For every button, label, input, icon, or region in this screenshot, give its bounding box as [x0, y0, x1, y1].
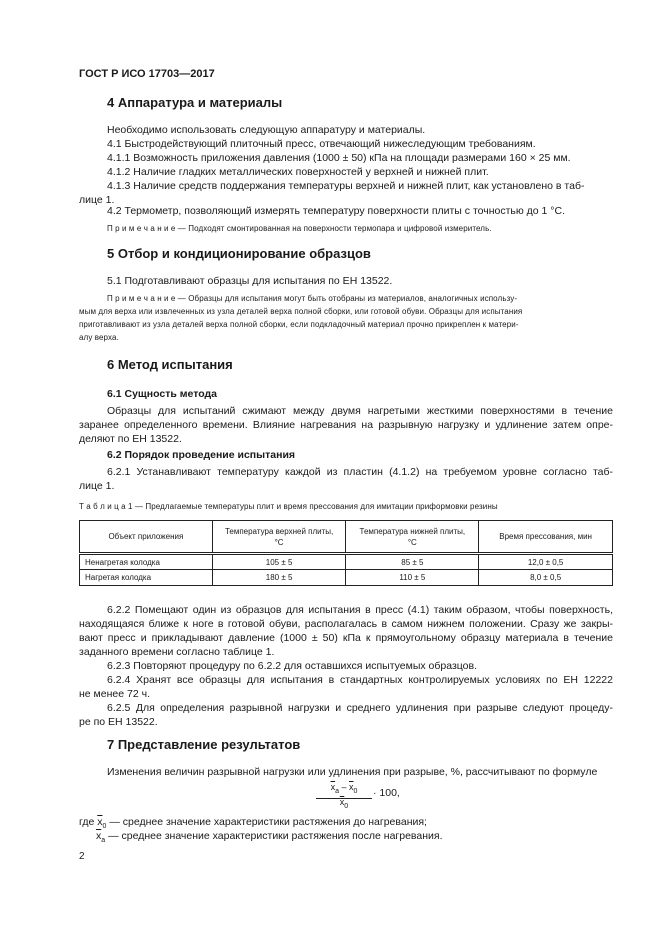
- s622-l4: заданного времени согласно таблице 1.: [79, 646, 275, 658]
- section-6-2-title: 6.2 Порядок проведение испытания: [107, 449, 296, 461]
- s622-l2: находящаяся ближе к ноге в готовой обуви, располагалась в самом нижнем положении. Сразу же закры-: [79, 618, 613, 630]
- table-header-cell: Объект приложения: [80, 521, 213, 554]
- s5-note-text: — Образцы для испытания могут быть отобраны из материалов, аналогичных использу-: [175, 294, 518, 303]
- s5-note-l4: алу верха.: [79, 333, 119, 342]
- section-5-title: 5 Отбор и кондиционирование образцов: [107, 246, 371, 261]
- s4-p2: 4.1.1 Возможность приложения давления (1000 ± 50) кПа на площади размерами 160 × 25 мм.: [107, 152, 571, 164]
- page-number: 2: [79, 851, 85, 862]
- s5-note-l3: приготавливают из узла деталей верха полной сборки, если подкладочный материал прочно прикреплен к матери-: [79, 320, 519, 329]
- table-cell: Нагретая колодка: [80, 570, 213, 586]
- formula-den-sub: 0: [344, 802, 349, 810]
- section-4-title: 4 Аппаратура и материалы: [107, 95, 283, 110]
- s4-note: [107, 223, 492, 235]
- formula-xa-sub: a: [335, 787, 339, 795]
- table-row: [80, 570, 613, 586]
- s622-l1: 6.2.2 Помещают один из образцов для испытания в пресс (4.1) таким образом, чтобы поверхность,: [107, 604, 613, 616]
- formula-x0-sub: 0: [353, 787, 358, 795]
- table-cell: 180 ± 5: [212, 570, 346, 586]
- formula-x0: $\overline{x}$: [349, 782, 354, 792]
- where-x0-text: — среднее значение характеристики растяжения до нагревания;: [106, 816, 427, 828]
- s61-l3: деляют по ЕН 13522.: [79, 433, 182, 445]
- section-6-1-title: 6.1 Сущность метода: [107, 388, 218, 400]
- s624-l1: 6.2.4 Хранят все образцы для испытания в стандартных контролируемых условиях по ЕН 12222: [107, 674, 613, 686]
- section-6-title: 6 Метод испытания: [107, 357, 233, 372]
- s625-l2: ре по ЕН 13522.: [79, 716, 158, 728]
- s5-note-label: П р и м е ч а н и е: [107, 294, 176, 303]
- table-caption: [79, 501, 498, 513]
- s5-note-l2: мым для верха или извлеченных из узла деталей верха полной сборки, или готовой обуви. Образцы для испытания: [79, 307, 523, 316]
- where-line-2: [96, 829, 443, 848]
- table-cell: 110 ± 5: [346, 570, 479, 586]
- s621-l2: лице 1.: [79, 480, 115, 492]
- formula-den-x: $\overline{x}$: [339, 797, 345, 807]
- where-x0-sub: 0: [102, 823, 107, 831]
- s4-p4a: 4.1.3 Наличие средств поддержания температуры верхней и нижней плит, как установлено в таб-: [107, 180, 585, 192]
- formula-xa: $\overline{x}$: [330, 782, 336, 792]
- table-cell: 12,0 ± 0,5: [479, 554, 613, 570]
- s5-p1: 5.1 Подготавливают образцы для испытания по ЕН 13522.: [107, 275, 393, 287]
- s623: 6.2.3 Повторяют процедуру по 6.2.2 для оставшихся испытуемых образцов.: [107, 660, 478, 672]
- table-cell: Ненагретая колодка: [80, 554, 213, 570]
- where-xa-sub: a: [101, 837, 106, 845]
- where-xa-text: — среднее значение характеристики растяжения после нагревания.: [105, 830, 443, 842]
- table-header-cell: Время прессования, мин: [479, 521, 613, 554]
- s624-l2: не менее 72 ч.: [79, 688, 150, 700]
- s4-p3: 4.1.2 Наличие гладких металлических поверхностей у верхней и нижней плит.: [107, 166, 489, 178]
- table-cell: 105 ± 5: [212, 554, 346, 570]
- s61-l2: заранее определенного времени. Влияние нагревания на разрывную нагрузку и удлинение затем опре-: [79, 419, 613, 431]
- table-row: [80, 554, 613, 570]
- table-header-cell: Температура нижней плиты, °С: [346, 521, 479, 554]
- s7-p1: Изменения величин разрывной нагрузки или удлинения при разрыве, %, рассчитывают по формуле: [107, 766, 598, 778]
- formula-tail: · 100,: [373, 787, 400, 799]
- table-header-cell: Температура верхней плиты, °С: [212, 521, 346, 554]
- s61-l1: Образцы для испытаний сжимают между двумя нагретыми жесткими поверхностями в течение: [107, 405, 613, 417]
- formula-minus: –: [338, 782, 349, 792]
- s4-p0: Необходимо использовать следующую аппаратуру и материалы.: [107, 124, 426, 136]
- s4-p4b: лице 1.: [79, 194, 115, 206]
- where-x0: $\overline{x}$: [97, 816, 103, 828]
- document-header: ГОСТ Р ИСО 17703—2017: [79, 68, 215, 80]
- s4-p1: 4.1 Быстродействующий плиточный пресс, отвечающий нижеследующим требованиям.: [107, 138, 536, 150]
- formula-denominator: [316, 796, 372, 813]
- where-xa: $\overline{x}$: [96, 830, 102, 842]
- s621-l1: 6.2.1 Устанавливают температуру каждой из пластин (4.1.2) на требуемом уровне согласно таб-: [107, 466, 613, 478]
- where-prefix: где: [79, 816, 98, 828]
- table-cell: 8,0 ± 0,5: [479, 570, 613, 586]
- s5-note-l1: [107, 293, 517, 305]
- s4-note-label: П р и м е ч а н и е: [107, 224, 176, 233]
- temperature-table: [79, 520, 613, 586]
- section-7-title: 7 Представление результатов: [107, 737, 301, 752]
- table-caption-label: Т а б л и ц а 1: [79, 502, 133, 511]
- table-header-row: [80, 521, 613, 554]
- table-cell: 85 ± 5: [346, 554, 479, 570]
- s4-p5: 4.2 Термометр, позволяющий измерять температуру поверхности плиты с точностью до 1 °С.: [107, 205, 566, 217]
- table-caption-text: — Предлагаемые температуры плит и время прессования для имитации приформовки резины: [132, 502, 498, 511]
- s4-note-text: — Подходят смонтированная на поверхности термопара и цифровой измеритель.: [175, 224, 492, 233]
- s625-l1: 6.2.5 Для определения разрывной нагрузки и среднего удлинения при разрыве следуют процеду-: [107, 702, 613, 714]
- s622-l3: вают пресс и прикладывают давление (1000 ± 50) кПа к прямоугольному образцу материала в течение: [79, 632, 613, 644]
